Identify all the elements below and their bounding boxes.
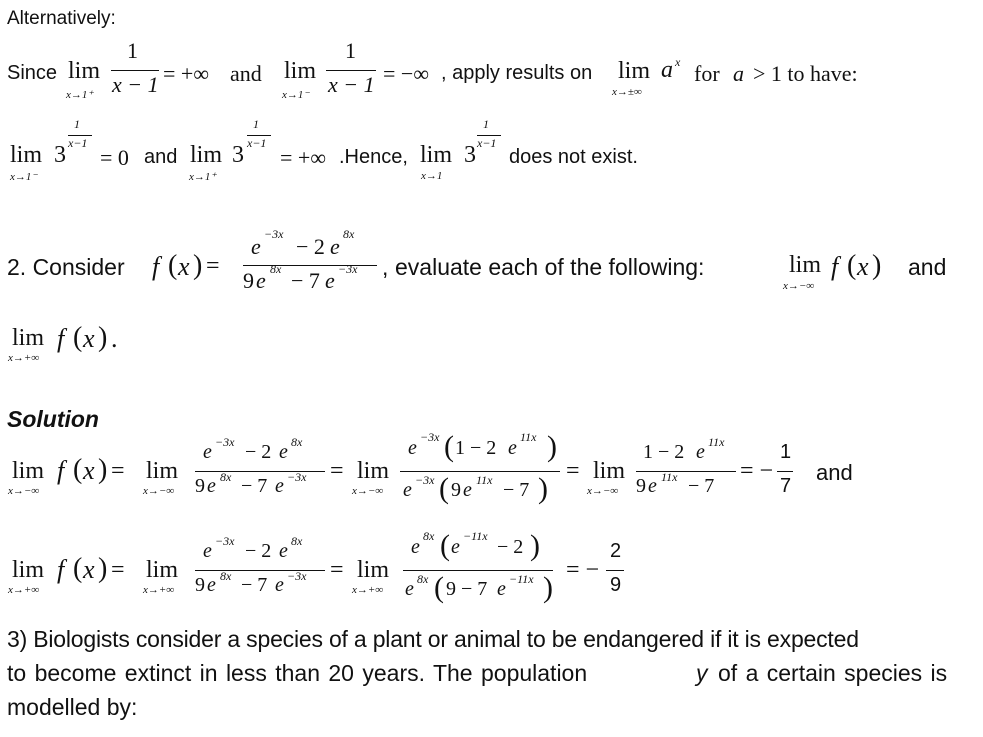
- c-den-exponent: 11x: [661, 470, 678, 484]
- gt-one-text: > 1 to have:: [753, 61, 858, 86]
- den-e2: e: [275, 574, 284, 596]
- equals-minus: = −: [566, 557, 600, 583]
- equals-sign: =: [566, 458, 580, 484]
- inner-minus-two: − 2: [497, 536, 524, 558]
- lim-operator: lim: [618, 58, 651, 84]
- evaluate-text: evaluate each of the following:: [395, 254, 705, 280]
- den-exponent2: −3x: [287, 470, 307, 484]
- f-symbol: f: [57, 456, 65, 485]
- f-symbol: f: [831, 252, 839, 281]
- den-exponent2: −3x: [338, 262, 358, 276]
- num-e2: e: [279, 540, 288, 562]
- f-symbol: f: [57, 324, 65, 353]
- x-variable: x: [83, 456, 95, 485]
- hence-word: .Hence,: [339, 146, 408, 168]
- num-e: e: [203, 540, 212, 562]
- den-nine: 9: [451, 479, 461, 501]
- den-nine: 9: [243, 268, 254, 293]
- num-e: e: [251, 234, 261, 259]
- base-three: 3: [464, 142, 476, 168]
- den-minus-seven: − 7: [291, 268, 320, 293]
- result-numerator: 2: [610, 540, 622, 562]
- inner-e: e: [497, 578, 506, 600]
- lim-subscript: x→±∞: [612, 86, 642, 98]
- q3-line-2b: of a certain species is: [718, 660, 948, 686]
- den-e2: e: [325, 268, 335, 293]
- lim-subscript: x→1⁻: [10, 171, 38, 183]
- den-e: e: [403, 479, 412, 501]
- num-exponent2: 8x: [291, 534, 303, 548]
- c-num-exponent: 11x: [708, 435, 725, 449]
- q3-y-variable: y: [696, 660, 708, 686]
- lim-operator: lim: [12, 325, 45, 351]
- lim-operator: lim: [284, 58, 317, 84]
- lim-subscript: x→−∞: [8, 485, 40, 497]
- den-e: e: [207, 574, 216, 596]
- den-minus-seven: − 7: [503, 479, 530, 501]
- den-e2: e: [275, 475, 284, 497]
- since-word: Since: [7, 62, 58, 84]
- lim-operator: lim: [420, 142, 453, 168]
- lim-operator: lim: [68, 58, 101, 84]
- dne-text: does not exist.: [509, 146, 638, 168]
- den-e: e: [256, 268, 266, 293]
- lim-subscript: x→1: [421, 170, 443, 182]
- q3-line-3: modelled by:: [7, 694, 138, 720]
- exp-numerator: 1: [483, 117, 489, 131]
- result-denominator: 7: [780, 475, 792, 497]
- equals-sign: =: [111, 557, 125, 583]
- result-denominator: 9: [610, 574, 622, 596]
- den-exponent: 8x: [220, 569, 232, 583]
- lim-operator: lim: [190, 142, 223, 168]
- exp-denominator: x−1: [477, 136, 497, 150]
- exponent-x: x: [675, 55, 681, 69]
- x-variable: x: [83, 555, 95, 584]
- num-e: e: [408, 437, 417, 459]
- num-minus-two: − 2: [245, 441, 272, 463]
- lim-operator: lim: [146, 557, 179, 583]
- and-word: and: [230, 61, 262, 86]
- equals-sign: =: [330, 557, 344, 583]
- equals-plus-infinity: = +∞: [163, 61, 209, 86]
- q3-line-2a: to become extinct in less than 20 years. The population: [7, 660, 588, 686]
- result-numerator: 1: [780, 441, 792, 463]
- f-symbol: f: [57, 555, 65, 584]
- x-variable: x: [83, 324, 95, 353]
- equals-minus-infinity: = −∞: [383, 61, 429, 86]
- q2-label: 2. Consider: [7, 254, 125, 280]
- lim-operator: lim: [146, 458, 179, 484]
- den-exponent: 8x: [270, 262, 282, 276]
- c-den-nine: 9: [636, 475, 646, 497]
- den-nine: 9: [195, 475, 205, 497]
- inner-exponent: −11x: [509, 572, 534, 586]
- x-variable: x: [178, 252, 190, 281]
- c-den-minus-seven: − 7: [688, 475, 715, 497]
- lim-operator: lim: [12, 458, 45, 484]
- solution-heading: Solution: [7, 406, 99, 432]
- equals-minus: = −: [740, 458, 774, 484]
- num-exponent2: 8x: [291, 435, 303, 449]
- x-variable: x: [857, 252, 869, 281]
- exp-denominator: x−1: [68, 136, 88, 150]
- fraction-numerator: 1: [345, 38, 356, 63]
- for-word: for: [694, 61, 720, 86]
- lim-operator: lim: [593, 458, 626, 484]
- equals-sign: =: [111, 458, 125, 484]
- num-e2: e: [330, 234, 340, 259]
- num-minus-two: − 2: [245, 540, 272, 562]
- q3-line-1: 3) Biologists consider a species of a plant or animal to be endangered if it is expected: [7, 626, 859, 652]
- den-exponent2: 11x: [476, 473, 493, 487]
- lim-subscript: x→−∞: [783, 280, 815, 292]
- lim-subscript: x→1⁻: [282, 89, 310, 101]
- lim-subscript: x→−∞: [352, 485, 384, 497]
- inner-e: e: [451, 536, 460, 558]
- num-e: e: [411, 536, 420, 558]
- num-exponent: −3x: [264, 227, 284, 241]
- lim-operator: lim: [789, 252, 822, 278]
- num-e: e: [203, 441, 212, 463]
- den-exponent: −3x: [415, 473, 435, 487]
- fraction-numerator: 1: [127, 38, 138, 63]
- den-e: e: [207, 475, 216, 497]
- lim-operator: lim: [12, 557, 45, 583]
- den-minus-seven: − 7: [241, 574, 268, 596]
- lim-operator: lim: [357, 458, 390, 484]
- and-word: and: [144, 146, 178, 168]
- base-three: 3: [232, 142, 244, 168]
- inner-exponent: 11x: [520, 430, 537, 444]
- equals-plus-infinity: = +∞: [280, 145, 326, 170]
- equals-sign: =: [330, 458, 344, 484]
- c-den-e: e: [648, 475, 657, 497]
- fraction-denominator: x − 1: [112, 72, 159, 97]
- den-exponent: 8x: [417, 572, 429, 586]
- lim-subscript: x→+∞: [8, 584, 40, 596]
- lim-subscript: x→1⁺: [189, 171, 217, 183]
- a-variable: a: [661, 57, 673, 83]
- apply-text: , apply results on: [441, 62, 593, 84]
- den-exponent: 8x: [220, 470, 232, 484]
- a-variable: a: [733, 61, 744, 86]
- lim-operator: lim: [10, 142, 43, 168]
- base-three: 3: [54, 142, 66, 168]
- lim-subscript: x→+∞: [352, 584, 384, 596]
- den-e: e: [405, 578, 414, 600]
- num-exponent: −3x: [420, 430, 440, 444]
- equals-sign: =: [206, 253, 220, 279]
- den-e: e: [463, 479, 472, 501]
- fraction-denominator: x − 1: [328, 72, 375, 97]
- num-exponent: 8x: [423, 529, 435, 543]
- den-exponent2: −3x: [287, 569, 307, 583]
- exp-numerator: 1: [74, 117, 80, 131]
- c-numerator: 1 − 2: [643, 441, 685, 463]
- and-word: and: [908, 254, 947, 280]
- lim-subscript: x→−∞: [143, 485, 175, 497]
- inner-nine-minus-seven: 9 − 7: [446, 578, 488, 600]
- lim-subscript: x→1⁺: [66, 89, 94, 101]
- den-nine: 9: [195, 574, 205, 596]
- num-exponent2: 8x: [343, 227, 355, 241]
- inner-numerator: 1 − 2: [455, 437, 497, 459]
- and-word: and: [816, 460, 853, 485]
- exp-denominator: x−1: [247, 136, 267, 150]
- f-symbol: f: [152, 252, 160, 281]
- num-exponent: −3x: [215, 435, 235, 449]
- inner-e: e: [508, 437, 517, 459]
- num-e2: e: [279, 441, 288, 463]
- inner-exponent: −11x: [463, 529, 488, 543]
- lim-operator: lim: [357, 557, 390, 583]
- num-exponent: −3x: [215, 534, 235, 548]
- comma: ,: [382, 254, 389, 280]
- lim-subscript: x→−∞: [587, 485, 619, 497]
- equals-zero: = 0: [100, 145, 129, 170]
- alt-heading: Alternatively:: [7, 8, 116, 29]
- c-num-e: e: [696, 441, 705, 463]
- period: .: [111, 324, 118, 353]
- num-minus-two: − 2: [296, 234, 325, 259]
- exp-numerator: 1: [253, 117, 259, 131]
- lim-subscript: x→+∞: [143, 584, 175, 596]
- lim-subscript: x→+∞: [8, 352, 40, 364]
- den-minus-seven: − 7: [241, 475, 268, 497]
